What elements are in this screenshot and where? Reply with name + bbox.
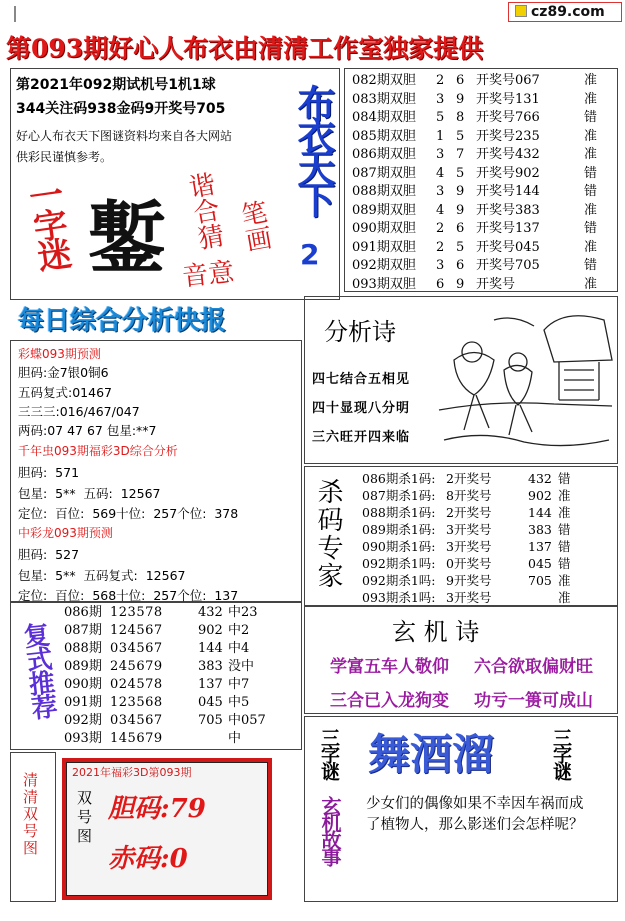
compound-row	[64, 640, 300, 658]
kill-draw: 144	[528, 505, 552, 520]
compound-issue: 091期	[64, 695, 102, 710]
compound-result: 中23	[228, 605, 258, 620]
history-issue: 092期双胆	[352, 258, 416, 273]
kill-code: 3开奖号	[446, 539, 492, 554]
history-num-1: 5	[436, 110, 445, 125]
history-draw: 开奖号067	[476, 73, 540, 88]
riddle-big-character: 鏨	[88, 193, 167, 284]
history-result: 准	[584, 147, 598, 162]
history-result: 准	[584, 91, 598, 107]
kill-code: 2开奖号	[446, 471, 492, 486]
buyi-title: 布衣天下	[291, 84, 336, 212]
history-list	[352, 72, 614, 294]
kill-row	[362, 555, 618, 572]
history-draw: 开奖号432	[476, 147, 540, 162]
history-result: 准	[584, 202, 598, 218]
compound-draw: 705	[198, 713, 223, 728]
xuanji-line-1b: 六合欲取偏财旺	[474, 657, 593, 677]
kill-draw: 432	[528, 471, 552, 486]
kill-expert-label: 杀码专家	[313, 478, 343, 590]
compound-issue: 086期	[64, 605, 102, 620]
buyi-number: 2	[300, 238, 320, 271]
history-num-1: 2	[436, 239, 445, 255]
history-row	[352, 202, 614, 221]
history-num-2: 6	[456, 258, 465, 273]
history-num-1: 3	[436, 184, 445, 199]
history-issue: 089期双胆	[352, 202, 416, 218]
compound-row	[64, 676, 300, 694]
chi-code	[108, 838, 188, 875]
kill-issue: 087期杀1码:	[362, 488, 436, 503]
zhongcailong-line-2: 包星: 5** 五码复式: 12567	[18, 568, 186, 583]
corner-mark	[14, 6, 16, 22]
zhongcailong-line-3: 定位: 百位: 568十位: 257个位: 137	[18, 588, 239, 603]
history-row	[352, 165, 614, 184]
caidie-title: 彩蝶093期预测	[18, 347, 101, 361]
trial-line: 第2021年092期试机号1机1球	[16, 77, 216, 93]
sketch-illustration	[434, 300, 616, 460]
compound-issue: 087期	[64, 623, 102, 638]
kill-draw: 045	[528, 556, 552, 571]
history-issue: 084期双胆	[352, 110, 416, 125]
compound-issue: 093期	[64, 731, 102, 746]
history-issue: 087期双胆	[352, 165, 416, 181]
kill-row	[362, 572, 618, 589]
kill-issue: 088期杀1码:	[362, 505, 436, 520]
history-num-1: 4	[436, 165, 445, 181]
compound-list	[64, 604, 300, 748]
compound-issue: 090期	[64, 677, 102, 692]
history-num-2: 5	[456, 128, 465, 144]
history-num-2: 9	[456, 184, 465, 199]
xuanji-title: 玄 机 诗	[392, 618, 480, 646]
history-result: 错	[584, 221, 598, 236]
three-char-label-left: 三字谜	[318, 728, 340, 779]
compound-result: 中2	[228, 623, 250, 638]
history-row	[352, 109, 614, 128]
compound-row	[64, 622, 300, 640]
history-row	[352, 220, 614, 239]
focus-line: 344关注码938金码9开奖号705	[16, 101, 226, 117]
compound-issue: 089期	[64, 659, 102, 674]
history-result: 错	[584, 184, 598, 199]
kill-draw: 705	[528, 573, 552, 588]
kill-result: 准	[558, 573, 571, 588]
qianniuchong-line-2: 包星: 5** 五码: 12567	[18, 486, 161, 501]
kill-code: 8开奖号	[446, 488, 492, 503]
kill-row	[362, 487, 618, 504]
dan-code	[108, 788, 206, 825]
history-result: 错	[584, 165, 598, 181]
compound-row	[64, 694, 300, 712]
kill-result: 错	[558, 556, 571, 571]
xuanji-line-2b: 功亏一篑可成山	[474, 691, 593, 711]
caidie-line-3: 三三三:016/467/047	[18, 404, 140, 419]
history-row	[352, 276, 614, 295]
story-label: 玄机故事	[318, 796, 342, 864]
history-issue: 093期双胆	[352, 276, 416, 292]
xuanji-line-1a: 学富五车人敬仰	[330, 657, 449, 677]
poem-title: 分析诗	[324, 318, 396, 346]
history-row	[352, 239, 614, 258]
chi-code-value: 0	[169, 844, 188, 874]
compound-nums: 024578	[110, 677, 163, 692]
compound-row	[64, 658, 300, 676]
kill-row	[362, 538, 618, 555]
qianniuchong-title: 千年虫093期福彩3D综合分析	[18, 444, 178, 458]
kill-result: 准	[558, 590, 571, 605]
page-title: 第093期好心人布衣由清清工作室独家提供	[6, 34, 484, 63]
qingqing-label: 清清双号图	[21, 772, 39, 857]
kill-draw: 902	[528, 488, 552, 503]
kill-row	[362, 521, 618, 538]
compound-nums: 145679	[110, 731, 163, 746]
riddle-word: 舞酒溜	[368, 730, 495, 779]
site-badge[interactable]	[508, 2, 622, 22]
history-issue: 086期双胆	[352, 147, 416, 162]
xuanji-line-2a: 三合已入龙狗变	[330, 691, 449, 711]
one-char-riddle-label: 一字迷	[20, 175, 73, 271]
history-draw: 开奖号045	[476, 239, 540, 255]
dan-code-label: 胆码:	[108, 794, 170, 824]
history-issue: 082期双胆	[352, 73, 416, 88]
history-draw: 开奖号	[476, 276, 516, 292]
history-row	[352, 183, 614, 202]
zhongcailong-title: 中彩龙093期预测	[18, 526, 113, 540]
kill-code: 2开奖号	[446, 505, 492, 520]
compound-result: 没中	[228, 659, 255, 674]
three-char-label-right: 三字谜	[550, 728, 572, 779]
kill-result: 错	[558, 471, 571, 486]
caidie-line-1: 胆码:金7银0铜6	[18, 365, 109, 380]
history-result: 准	[584, 73, 598, 88]
kill-result: 错	[558, 539, 571, 554]
history-result: 准	[584, 128, 598, 144]
kill-row	[362, 470, 618, 487]
kill-issue: 092期杀1吗:	[362, 573, 436, 588]
compound-result: 中7	[228, 677, 250, 692]
history-row	[352, 146, 614, 165]
poem-line-2: 四十显现八分明	[312, 401, 411, 416]
history-result: 准	[584, 276, 598, 292]
qianniuchong-line-3: 定位: 百位: 569十位: 257个位: 378	[18, 506, 239, 521]
kill-draw: 383	[528, 522, 552, 537]
qianniuchong-line-1: 胆码: 571	[18, 465, 80, 480]
kill-code: 0开奖号	[446, 556, 492, 571]
hint-column-2: 笔画	[234, 197, 274, 255]
history-draw: 开奖号144	[476, 184, 540, 199]
history-num-1: 3	[436, 258, 445, 273]
caidie-line-4: 两码:07 47 67 包星:**7	[18, 423, 157, 438]
history-draw: 开奖号766	[476, 110, 540, 125]
history-draw: 开奖号705	[476, 258, 540, 273]
history-num-1: 2	[436, 221, 445, 236]
history-num-2: 8	[456, 110, 465, 125]
history-num-1: 6	[436, 276, 445, 292]
compound-row	[64, 604, 300, 622]
compound-nums: 245679	[110, 659, 163, 674]
compound-nums: 034567	[110, 713, 163, 728]
history-draw: 开奖号902	[476, 165, 540, 181]
kill-list	[362, 470, 618, 606]
history-issue: 091期双胆	[352, 239, 416, 255]
compound-result: 中5	[228, 695, 250, 710]
history-num-1: 2	[436, 73, 445, 88]
kill-issue: 093期杀1吗:	[362, 590, 436, 605]
kill-result: 错	[558, 522, 571, 537]
compound-draw: 144	[198, 641, 223, 656]
kill-result: 准	[558, 505, 571, 520]
history-num-2: 9	[456, 276, 465, 292]
compound-nums: 034567	[110, 641, 163, 656]
history-row	[352, 91, 614, 110]
compound-result: 中057	[228, 713, 266, 728]
history-num-2: 9	[456, 91, 465, 107]
double-box-side-label: 双号图	[75, 790, 93, 847]
hint-column-1: 谐合猜	[182, 170, 226, 253]
history-draw: 开奖号383	[476, 202, 540, 218]
compound-issue: 092期	[64, 713, 102, 728]
compound-draw: 902	[198, 623, 223, 638]
compound-nums: 123568	[110, 695, 163, 710]
compound-issue: 088期	[64, 641, 102, 656]
history-row	[352, 128, 614, 147]
double-number-inner	[66, 762, 268, 896]
compound-draw: 137	[198, 677, 223, 692]
history-issue: 088期双胆	[352, 184, 416, 199]
compound-result: 中4	[228, 641, 250, 656]
story-text: 少女们的偶像如果不幸因车祸而成了植物人，那么影迷们会怎样呢？	[366, 796, 584, 833]
history-num-2: 5	[456, 165, 465, 181]
history-result: 错	[584, 110, 598, 125]
compound-row	[64, 712, 300, 730]
logo-icon	[515, 5, 527, 17]
history-draw: 开奖号235	[476, 128, 540, 144]
kill-issue: 086期杀1码:	[362, 471, 436, 486]
history-draw: 开奖号137	[476, 221, 540, 236]
compound-draw: 045	[198, 695, 223, 710]
chi-code-label: 赤码:	[108, 844, 170, 874]
history-result: 准	[584, 239, 598, 255]
poem-line-1: 四七结合五相见	[312, 372, 411, 387]
kill-code: 3开奖号	[446, 522, 492, 537]
history-num-1: 4	[436, 202, 445, 218]
hint-column-3: 音意	[180, 257, 236, 293]
dan-code-value: 79	[169, 794, 206, 824]
history-num-1: 3	[436, 91, 445, 107]
daily-report-title: 每日综合分析快报	[18, 306, 227, 336]
zhongcailong-line-1: 胆码: 527	[18, 547, 80, 562]
kill-code: 9开奖号	[446, 573, 492, 588]
history-issue: 090期双胆	[352, 221, 416, 236]
history-num-2: 5	[456, 239, 465, 255]
kill-issue: 089期杀1码:	[362, 522, 436, 537]
kill-issue: 092期杀1吗:	[362, 556, 436, 571]
history-num-2: 6	[456, 73, 465, 88]
kill-draw: 137	[528, 539, 552, 554]
note-line-2: 供彩民谨慎参考。	[16, 150, 113, 164]
history-num-2: 7	[456, 147, 465, 162]
history-issue: 083期双胆	[352, 91, 416, 107]
kill-issue: 090期杀1码:	[362, 539, 436, 554]
caidie-line-2: 五码复式:01467	[18, 385, 112, 400]
kill-row	[362, 589, 618, 606]
kill-code: 3开奖号	[446, 590, 492, 605]
kill-result: 准	[558, 488, 571, 503]
compound-result: 中	[228, 731, 242, 746]
double-box-header: 2021年福彩3D第093期	[72, 766, 192, 779]
kill-row	[362, 504, 618, 521]
site-name: cz89.com	[531, 4, 605, 20]
history-row	[352, 72, 614, 91]
compound-nums: 124567	[110, 623, 163, 638]
compound-draw: 432	[198, 605, 223, 620]
poem-line-3: 三六旺开四来临	[312, 430, 411, 445]
history-num-2: 9	[456, 202, 465, 218]
note-line-1: 好心人布衣天下图谜资料均来自各大网站	[16, 129, 233, 143]
history-num-1: 1	[436, 128, 445, 144]
compound-nums: 123578	[110, 605, 163, 620]
compound-draw: 383	[198, 659, 223, 674]
compound-row	[64, 730, 300, 748]
history-issue: 085期双胆	[352, 128, 416, 144]
history-num-1: 3	[436, 147, 445, 162]
history-num-2: 6	[456, 221, 465, 236]
history-result: 错	[584, 258, 598, 273]
history-draw: 开奖号131	[476, 91, 540, 107]
compound-label: 复式推荐	[18, 620, 58, 720]
history-row	[352, 257, 614, 276]
